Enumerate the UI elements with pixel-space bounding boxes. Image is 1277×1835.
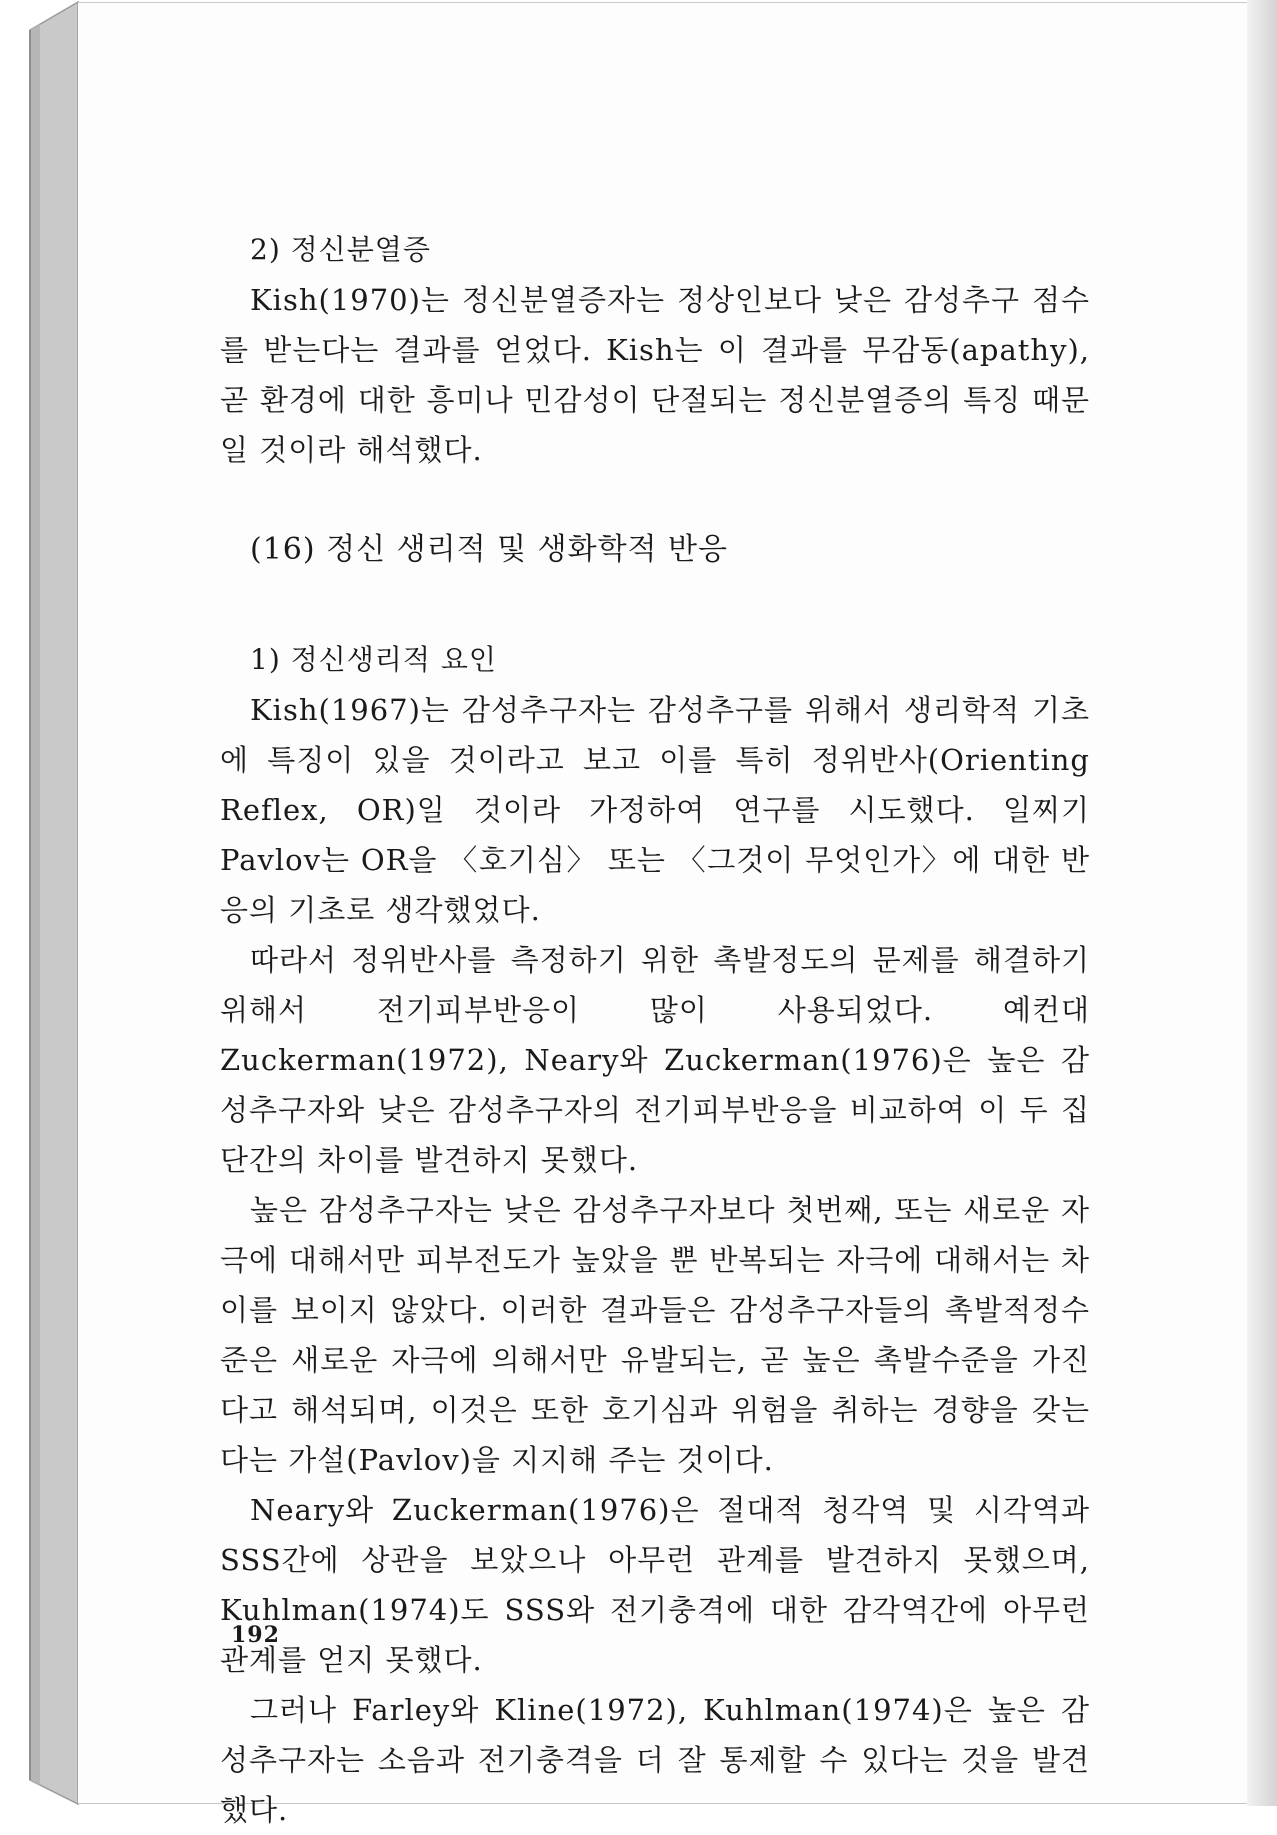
- paragraph: Neary와 Zuckerman(1976)은 절대적 청각역 및 시각역과 SSS간에 상관을 보았으나 아무런 관계를 발견하지 못했으며, Kuhlman(1974)도 SSS와 전기충격에 대한 감각역간에 아무런 관계를 얻지 못했다.: [220, 1493, 1090, 1677]
- subsection-heading-schizophrenia: 2) 정신분열증: [250, 233, 431, 266]
- page-content: [220, 225, 1090, 1835]
- paragraph: 그러나 Farley와 Kline(1972), Kuhlman(1974)은 높은 감성추구자는 소음과 전기충격을 더 잘 통제할 수 있다는 것을 발견했다.: [220, 1693, 1090, 1827]
- spacer: [220, 575, 1090, 635]
- paragraph: 따라서 정위반사를 측정하기 위한 촉발정도의 문제를 해결하기 위해서 전기피부반응이 많이 사용되었다. 예컨대 Zuckerman(1972), Neary와 Zuckerman(1976)은 높은 감성추구자와 낮은 감성추구자의 전기피부반응을 비교하여 이 두 집단간의 차이를 발견하지 못했다.: [220, 943, 1090, 1177]
- paragraph: 높은 감성추구자는 낮은 감성추구자보다 첫번째, 또는 새로운 자극에 대해서만 피부전도가 높았을 뿐 반복되는 자극에 대해서는 차이를 보이지 않았다. 이러한 결과들은 감성추구자들의 촉발적정수준은 새로운 자극에 의해서만 유발되는, 곧 높은 촉발수준을 가진다고 해석되며, 이것은 또한 호기심과 위험을 취하는 경향을 갖는다는 가설(Pavlov)을 지지해 주는 것이다.: [220, 1193, 1090, 1477]
- section-title-psychophysiological: (16) 정신 생리적 및 생화학적 반응: [250, 532, 729, 567]
- page-edge-shadow: [1247, 0, 1277, 1806]
- paragraph-schizophrenia: Kish(1970)는 정신분열증자는 정상인보다 낮은 감성추구 점수를 받는다는 결과를 얻었다. Kish는 이 결과를 무감동(apathy), 곧 환경에 대한 흥미나 민감성이 단절되는 정신분열증의 특징 때문일 것이라 해석했다.: [220, 283, 1090, 467]
- paragraph: Kish(1967)는 감성추구자는 감성추구를 위해서 생리학적 기초에 특징이 있을 것이라고 보고 이를 특히 정위반사(Orienting Reflex, OR)일 것이라 가정하여 연구를 시도했다. 일찌기 Pavlov는 OR을 〈호기심〉 또는 〈그것이 무엇인가〉에 대한 반응의 기초로 생각했었다.: [220, 693, 1090, 927]
- spacer: [220, 475, 1090, 525]
- page-number: 192: [231, 1622, 280, 1648]
- subsection-heading-psychophysiological-factors: 1) 정신생리적 요인: [250, 643, 497, 676]
